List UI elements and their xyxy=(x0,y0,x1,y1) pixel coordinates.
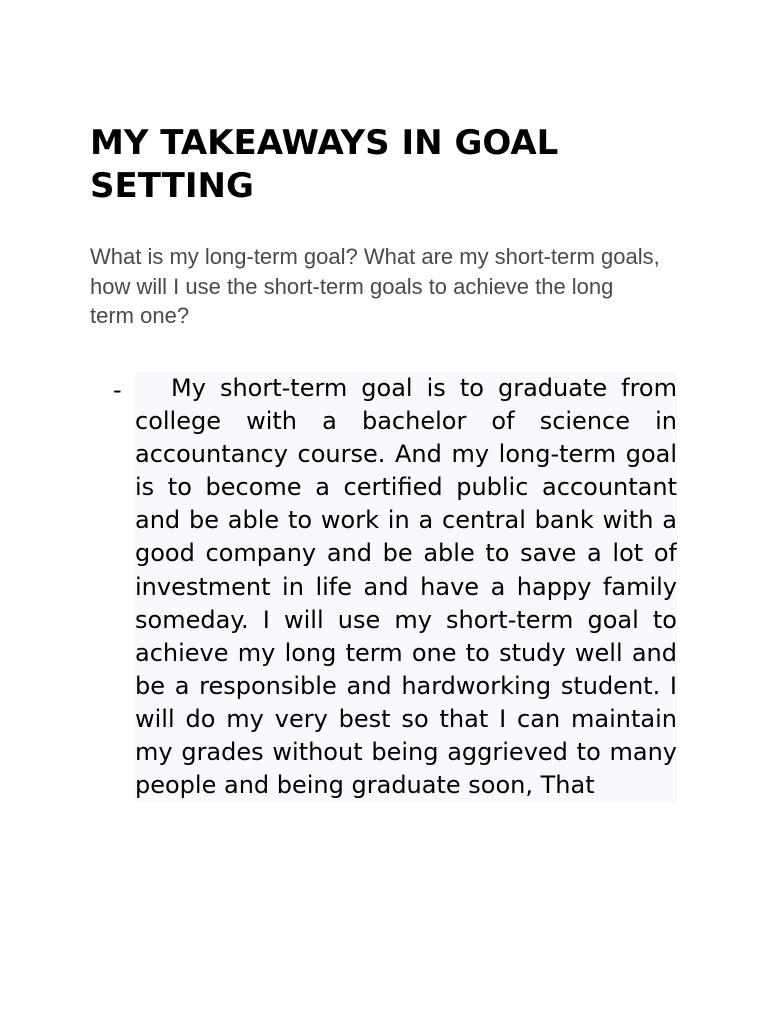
document-title: MY TAKEAWAYS IN GOAL SETTING xyxy=(90,123,559,206)
answer-paragraph: My short-term goal is to graduate from college with a bachelor of science in accountancy course. And my long-term goal is to become a certified public accountant and be able to work in a central bank with a good company and be able to save a lot of investment in life and have a happy family someday. I will use my short-term goal to achieve my long term one to study well and be a responsible and hardworking student. I will do my very best so that I can maintain my grades without being aggrieved to many people and being graduate soon, That xyxy=(135,372,677,802)
list-bullet: - xyxy=(113,376,122,404)
question-prompt: What is my long-term goal? What are my short-term goals, how will I use the short-term goals to achieve the long term one? xyxy=(90,244,660,328)
